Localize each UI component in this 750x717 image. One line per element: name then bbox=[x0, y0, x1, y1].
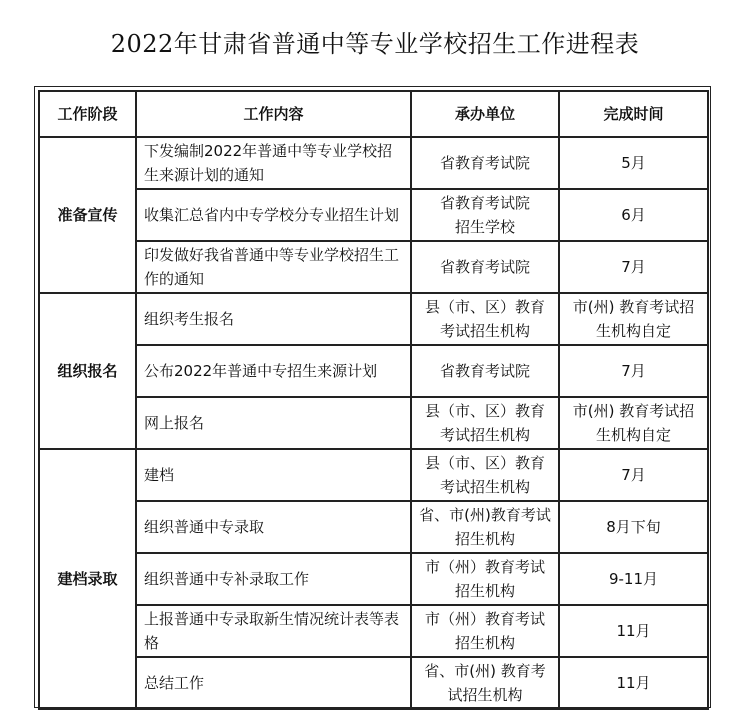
time-cell: 7月 bbox=[559, 241, 708, 293]
time-cell: 7月 bbox=[559, 345, 708, 397]
header-time: 完成时间 bbox=[559, 91, 708, 137]
stage-cell: 组织报名 bbox=[39, 293, 136, 449]
org-cell: 省教育考试院 bbox=[411, 241, 559, 293]
content-cell: 上报普通中专录取新生情况统计表等表格 bbox=[136, 605, 411, 657]
time-cell: 7月 bbox=[559, 449, 708, 501]
time-cell: 8月下旬 bbox=[559, 501, 708, 553]
org-cell: 市（州）教育考试招生机构 bbox=[411, 605, 559, 657]
stage-cell: 建档录取 bbox=[39, 449, 136, 709]
table-row bbox=[39, 137, 708, 189]
table-row bbox=[39, 605, 708, 657]
table-row bbox=[39, 657, 708, 709]
content-cell: 下发编制2022年普通中等专业学校招生来源计划的通知 bbox=[136, 137, 411, 189]
org-cell: 省、市(州) 教育考试招生机构 bbox=[411, 657, 559, 709]
org-cell: 省教育考试院 bbox=[411, 345, 559, 397]
header-stage: 工作阶段 bbox=[39, 91, 136, 137]
org-cell: 县（市、区）教育考试招生机构 bbox=[411, 293, 559, 345]
header-row bbox=[39, 91, 708, 137]
header-content: 工作内容 bbox=[136, 91, 411, 137]
time-cell: 9-11月 bbox=[559, 553, 708, 605]
table-row bbox=[39, 397, 708, 449]
content-cell: 公布2022年普通中专招生来源计划 bbox=[136, 345, 411, 397]
table-row bbox=[39, 345, 708, 397]
time-cell: 市(州) 教育考试招生机构自定 bbox=[559, 397, 708, 449]
table-row bbox=[39, 189, 708, 241]
org-cell: 县（市、区）教育考试招生机构 bbox=[411, 449, 559, 501]
org-cell: 省教育考试院 bbox=[411, 137, 559, 189]
table-row bbox=[39, 241, 708, 293]
content-cell: 总结工作 bbox=[136, 657, 411, 709]
schedule-table bbox=[38, 90, 709, 710]
content-cell: 组织普通中专录取 bbox=[136, 501, 411, 553]
stage-cell: 准备宣传 bbox=[39, 137, 136, 293]
org-cell: 县（市、区）教育考试招生机构 bbox=[411, 397, 559, 449]
time-cell: 市(州) 教育考试招生机构自定 bbox=[559, 293, 708, 345]
table-row bbox=[39, 553, 708, 605]
org-cell: 省教育考试院 招生学校 bbox=[411, 189, 559, 241]
content-cell: 收集汇总省内中专学校分专业招生计划 bbox=[136, 189, 411, 241]
content-cell: 网上报名 bbox=[136, 397, 411, 449]
table-row bbox=[39, 293, 708, 345]
org-cell: 市（州）教育考试招生机构 bbox=[411, 553, 559, 605]
content-cell: 组织考生报名 bbox=[136, 293, 411, 345]
time-cell: 11月 bbox=[559, 657, 708, 709]
content-cell: 印发做好我省普通中等专业学校招生工作的通知 bbox=[136, 241, 411, 293]
time-cell: 11月 bbox=[559, 605, 708, 657]
table-row bbox=[39, 449, 708, 501]
time-cell: 6月 bbox=[559, 189, 708, 241]
time-cell: 5月 bbox=[559, 137, 708, 189]
table-row bbox=[39, 501, 708, 553]
org-cell: 省、市(州)教育考试招生机构 bbox=[411, 501, 559, 553]
page-title: 2022年甘肃省普通中等专业学校招生工作进程表 bbox=[110, 30, 640, 58]
content-cell: 建档 bbox=[136, 449, 411, 501]
header-org: 承办单位 bbox=[411, 91, 559, 137]
content-cell: 组织普通中专补录取工作 bbox=[136, 553, 411, 605]
